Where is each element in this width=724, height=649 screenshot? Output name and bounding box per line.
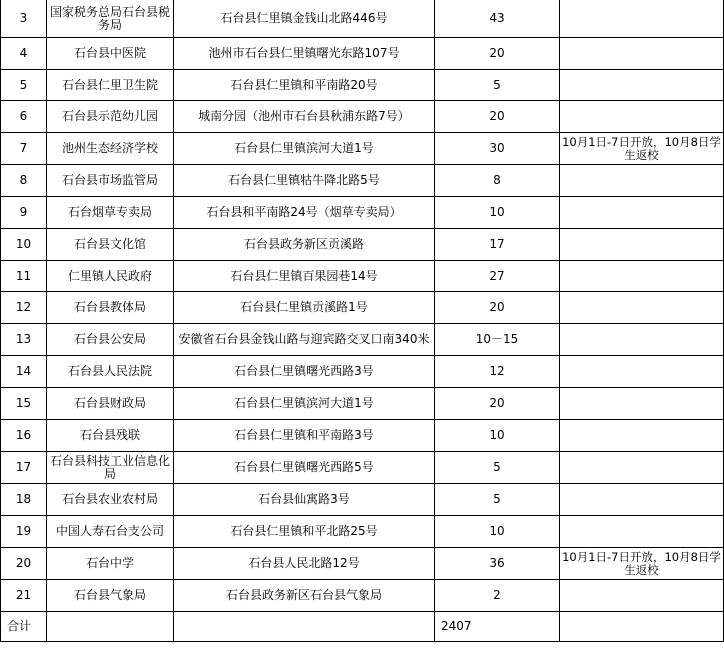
note-cell [560, 101, 724, 133]
spaces-count-cell: 43 [435, 0, 560, 38]
address-cell: 石台县仁里镇百果园巷14号 [174, 261, 435, 292]
table-body [1, 0, 724, 642]
address-cell: 池州市石台县仁里镇曙光东路107号 [174, 38, 435, 70]
row-number-cell: 12 [1, 292, 47, 324]
total-row [1, 612, 724, 642]
table-row [1, 324, 724, 356]
row-number-cell: 17 [1, 452, 47, 484]
unit-name-cell: 石台县仁里卫生院 [47, 70, 174, 101]
table-row [1, 388, 724, 420]
spaces-count-cell: 30 [435, 133, 560, 165]
unit-name-cell: 石台县残联 [47, 420, 174, 452]
table-row [1, 548, 724, 580]
table-row [1, 516, 724, 548]
unit-name-cell: 石台县气象局 [47, 580, 174, 612]
note-cell [560, 70, 724, 101]
address-cell: 石台县仁里镇和平南路3号 [174, 420, 435, 452]
unit-name-cell: 石台县农业农村局 [47, 484, 174, 516]
table-row [1, 484, 724, 516]
spaces-count-cell: 20 [435, 101, 560, 133]
row-number-cell: 8 [1, 165, 47, 197]
row-number-cell: 4 [1, 38, 47, 70]
note-cell [560, 420, 724, 452]
spaces-count-cell: 27 [435, 261, 560, 292]
note-cell [560, 452, 724, 484]
row-number-cell: 7 [1, 133, 47, 165]
spaces-count-cell: 5 [435, 70, 560, 101]
table-row [1, 101, 724, 133]
table-row [1, 70, 724, 101]
unit-name-cell: 石台县文化馆 [47, 229, 174, 261]
unit-name-cell: 仁里镇人民政府 [47, 261, 174, 292]
address-cell: 石台县仁里镇牯牛降北路5号 [174, 165, 435, 197]
note-cell [560, 229, 724, 261]
spaces-count-cell: 10 [435, 516, 560, 548]
row-number-cell: 18 [1, 484, 47, 516]
row-number-cell: 11 [1, 261, 47, 292]
spaces-count-cell: 2 [435, 580, 560, 612]
row-number-cell: 16 [1, 420, 47, 452]
spaces-count-cell: 10 [435, 197, 560, 229]
note-cell [560, 292, 724, 324]
table-row [1, 38, 724, 70]
total-label-cell: 合计 [1, 612, 47, 642]
note-cell [560, 516, 724, 548]
unit-name-cell: 池州生态经济学校 [47, 133, 174, 165]
row-number-cell: 3 [1, 0, 47, 38]
row-number-cell: 19 [1, 516, 47, 548]
address-cell: 石台县仁里镇曙光西路5号 [174, 452, 435, 484]
spaces-count-cell: 5 [435, 452, 560, 484]
spaces-count-cell: 17 [435, 229, 560, 261]
note-cell [560, 197, 724, 229]
table-row [1, 197, 724, 229]
row-number-cell: 5 [1, 70, 47, 101]
spaces-count-cell: 5 [435, 484, 560, 516]
unit-name-cell: 石台县教体局 [47, 292, 174, 324]
table-row [1, 452, 724, 484]
table-row [1, 133, 724, 165]
note-cell: 10月1日-7日开放，10月8日学生返校 [560, 133, 724, 165]
unit-name-cell: 石台县财政局 [47, 388, 174, 420]
total-note-cell [560, 612, 724, 642]
note-cell [560, 356, 724, 388]
table-row [1, 229, 724, 261]
unit-name-cell: 国家税务总局石台县税务局 [47, 0, 174, 38]
address-cell: 石台县政务新区石台县气象局 [174, 580, 435, 612]
unit-name-cell: 石台县人民法院 [47, 356, 174, 388]
address-cell: 石台县仁里镇曙光西路3号 [174, 356, 435, 388]
total-count-cell: 2407 [435, 612, 560, 642]
note-cell [560, 484, 724, 516]
unit-name-cell: 石台县示范幼儿园 [47, 101, 174, 133]
table-row [1, 420, 724, 452]
note-cell: 10月1日-7日开放，10月8日学生返校 [560, 548, 724, 580]
spaces-count-cell: 10 [435, 420, 560, 452]
row-number-cell: 10 [1, 229, 47, 261]
note-cell [560, 261, 724, 292]
total-name-cell [47, 612, 174, 642]
table-row [1, 292, 724, 324]
spaces-count-cell: 8 [435, 165, 560, 197]
note-cell [560, 38, 724, 70]
note-cell [560, 324, 724, 356]
address-cell: 城南分园（池州市石台县秋浦东路7号） [174, 101, 435, 133]
address-cell: 石台县政务新区贡溪路 [174, 229, 435, 261]
row-number-cell: 13 [1, 324, 47, 356]
address-cell: 石台县仁里镇滨河大道1号 [174, 388, 435, 420]
note-cell [560, 165, 724, 197]
note-cell [560, 388, 724, 420]
unit-name-cell: 石台县科技工业信息化局 [47, 452, 174, 484]
spaces-count-cell: 12 [435, 356, 560, 388]
address-cell: 石台县仙寓路3号 [174, 484, 435, 516]
row-number-cell: 15 [1, 388, 47, 420]
address-cell: 石台县人民北路12号 [174, 548, 435, 580]
spaces-count-cell: 20 [435, 292, 560, 324]
address-cell: 石台县仁里镇和平南路20号 [174, 70, 435, 101]
row-number-cell: 21 [1, 580, 47, 612]
row-number-cell: 9 [1, 197, 47, 229]
table-row [1, 356, 724, 388]
unit-name-cell: 中国人寿石台支公司 [47, 516, 174, 548]
row-number-cell: 14 [1, 356, 47, 388]
spaces-count-cell: 10－15 [435, 324, 560, 356]
address-cell: 石台县和平南路24号（烟草专卖局） [174, 197, 435, 229]
spaces-count-cell: 20 [435, 388, 560, 420]
note-cell [560, 580, 724, 612]
table-row [1, 0, 724, 38]
unit-name-cell: 石台烟草专卖局 [47, 197, 174, 229]
table-row [1, 580, 724, 612]
table-row [1, 261, 724, 292]
table-row [1, 165, 724, 197]
spaces-count-cell: 20 [435, 38, 560, 70]
address-cell: 石台县仁里镇和平北路25号 [174, 516, 435, 548]
row-number-cell: 6 [1, 101, 47, 133]
row-number-cell: 20 [1, 548, 47, 580]
spaces-count-cell: 36 [435, 548, 560, 580]
unit-name-cell: 石台中学 [47, 548, 174, 580]
unit-name-cell: 石台县市场监管局 [47, 165, 174, 197]
unit-name-cell: 石台县公安局 [47, 324, 174, 356]
address-cell: 安徽省石台县金钱山路与迎宾路交叉口南340米 [174, 324, 435, 356]
unit-name-cell: 石台县中医院 [47, 38, 174, 70]
address-cell: 石台县仁里镇贡溪路1号 [174, 292, 435, 324]
address-cell: 石台县仁里镇滨河大道1号 [174, 133, 435, 165]
note-cell [560, 0, 724, 38]
address-cell: 石台县仁里镇金钱山北路446号 [174, 0, 435, 38]
total-address-cell [174, 612, 435, 642]
